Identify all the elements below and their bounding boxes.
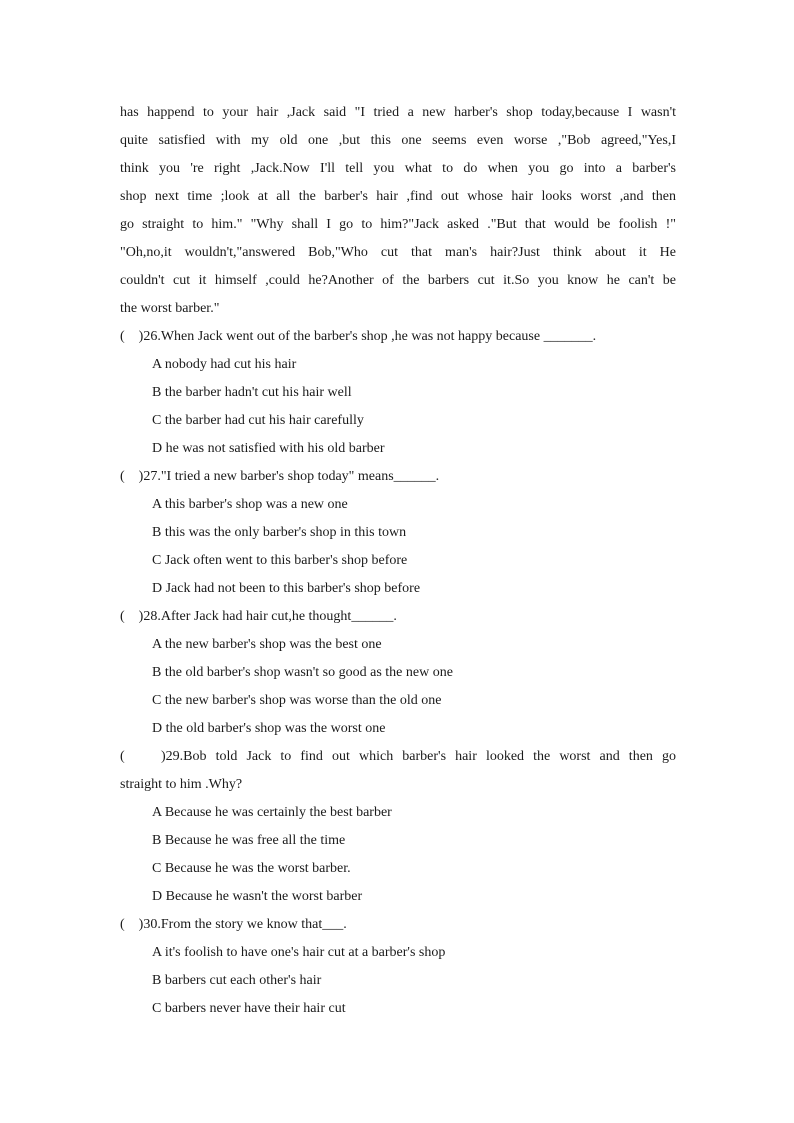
option-c: C the new barber's shop was worse than the old one [152,693,442,708]
question-29 [120,743,676,911]
question-stem [120,911,676,939]
option-a: A the new barber's shop was the best one [152,637,382,652]
reading-passage [120,99,676,323]
option-a: A it's foolish to have one's hair cut at a barber's shop [152,945,446,960]
question-stem [120,463,676,491]
passage-line: has happend to your hair ,Jack said "I tried a new harber's shop today,because I wasn't [120,105,676,120]
option-d: D Because he wasn't the worst barber [152,889,363,904]
option-d: D he was not satisfied with his old barber [152,441,385,456]
option-a: A Because he was certainly the best barber [152,805,392,820]
question-26 [120,323,676,463]
option-d: D the old barber's shop was the worst one [152,721,386,736]
passage-line: "Oh,no,it wouldn't,"answered Bob,"Who cut that man's hair?Just think about it He [120,245,676,260]
passage-line: shop next time ;look at all the barber's hair ,find out whose hair looks worst ,and then [120,189,676,204]
passage-line: think you 're right ,Jack.Now I'll tell you what to do when you go into a barber's [120,161,676,176]
passage-line: couldn't cut it himself ,could he?Another of the barbers cut it.So you know he can't be [120,273,676,288]
question-stem [120,743,676,771]
answer-paren: ( [120,917,125,932]
question-stem [120,323,676,351]
option-b: B this was the only barber's shop in this town [152,525,407,540]
passage-line: go straight to him." "Why shall I go to him?"Jack asked ."But that would be foolish !" [120,217,676,232]
question-stem-continued: straight to him .Why? [120,777,243,792]
question-stem [120,603,676,631]
question-28 [120,603,676,743]
option-b: B the old barber's shop wasn't so good as the new one [152,665,453,680]
option-d: D Jack had not been to this barber's shop before [152,581,421,596]
option-c: C Because he was the worst barber. [152,861,351,876]
answer-paren: ( [120,609,125,624]
option-c: C the barber had cut his hair carefully [152,413,364,428]
option-c: C Jack often went to this barber's shop before [152,553,408,568]
question-text: )29.Bob told Jack to find out which barber's hair looked the worst and then go [124,749,676,764]
option-b: B Because he was free all the time [152,833,346,848]
option-a: A nobody had cut his hair [152,357,297,372]
option-a: A this barber's shop was a new one [152,497,348,512]
question-27 [120,463,676,603]
question-text: )28.After Jack had hair cut,he thought______. [124,609,397,624]
question-text: )26.When Jack went out of the barber's shop ,he was not happy because _______. [124,329,597,344]
answer-paren: ( [120,749,125,764]
option-b: B the barber hadn't cut his hair well [152,385,352,400]
option-c: C barbers never have their hair cut [152,1001,346,1016]
answer-paren: ( [120,469,125,484]
question-text: )30.From the story we know that___. [124,917,347,932]
document-content [120,99,676,1023]
option-b: B barbers cut each other's hair [152,973,322,988]
passage-line: the worst barber." [120,301,220,316]
question-30 [120,911,676,1023]
answer-paren: ( [120,329,125,344]
passage-line: quite satisfied with my old one ,but this one seems even worse ,"Bob agreed,"Yes,I [120,133,676,148]
question-text: )27."I tried a new barber's shop today" means______. [124,469,440,484]
